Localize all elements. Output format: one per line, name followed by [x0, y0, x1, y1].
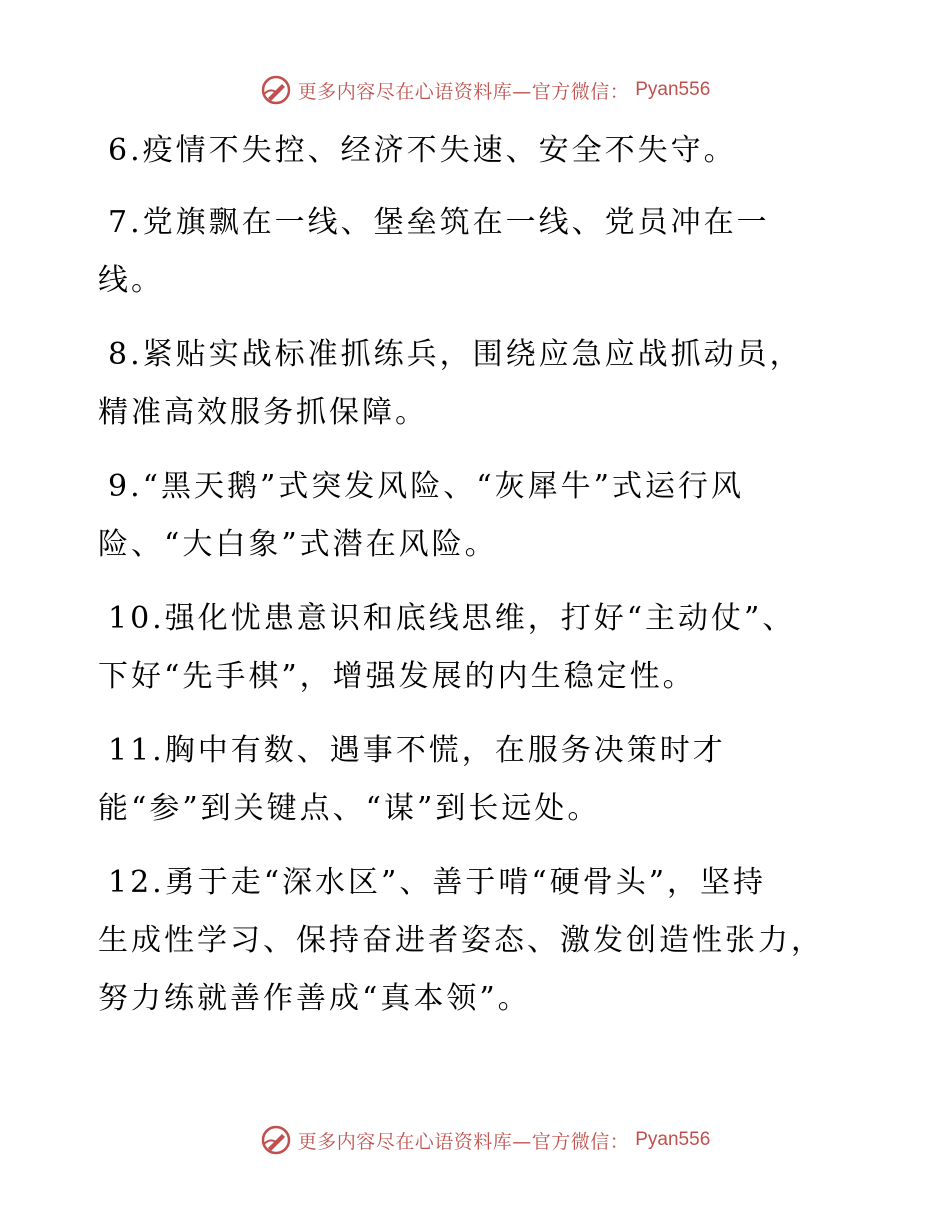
- paragraph-12: [98, 854, 858, 1028]
- wechat-id: Pyan556: [635, 79, 711, 100]
- paragraph-line: 6.疫情不失控、经济不失速、安全不失守。: [108, 133, 737, 168]
- paragraph-7: [98, 194, 858, 310]
- paragraph-line: 险、“大白象”式潜在风险。: [98, 527, 498, 562]
- pen-nib-logo-icon: [260, 74, 292, 106]
- banner-text: 更多内容尽在心语资料库—官方微信：: [297, 1130, 630, 1153]
- paragraph-line: 10.强化忧患意识和底线思维，打好“主动仗”、: [108, 601, 796, 636]
- paragraph-line: 8.紧贴实战标准抓练兵，围绕应急应战抓动员，: [108, 337, 803, 372]
- pen-nib-logo-icon: [260, 1124, 292, 1156]
- paragraph-6: [98, 122, 858, 180]
- paragraph-line: 下好“先手棋”，增强发展的内生稳定性。: [98, 659, 696, 694]
- paragraph-line: 7.党旗飘在一线、堡垒筑在一线、党员冲在一: [108, 205, 770, 240]
- wechat-id: Pyan556: [635, 1129, 711, 1150]
- paragraph-line: 精准高效服务抓保障。: [98, 395, 428, 430]
- banner-text: 更多内容尽在心语资料库—官方微信：: [297, 80, 630, 103]
- paragraph-line: 9.“黑天鹅”式突发风险、“灰犀牛”式运行风: [108, 469, 744, 504]
- paragraph-8: [98, 326, 858, 442]
- paragraph-line: 11.胸中有数、遇事不慌，在服务决策时才: [108, 733, 726, 768]
- footer-banner: [0, 1120, 950, 1160]
- paragraph-line: 能“参”到关键点、“谋”到长远处。: [98, 791, 601, 826]
- paragraph-line: 线。: [98, 263, 164, 298]
- header-banner: [0, 70, 950, 110]
- paragraph-line: 生成性学习、保持奋进者姿态、激发创造性张力，: [98, 923, 824, 958]
- paragraph-10: [98, 590, 858, 706]
- paragraph-line: 努力练就善作善成“真本领”。: [98, 981, 531, 1016]
- paragraph-9: [98, 458, 858, 574]
- paragraph-11: [98, 722, 858, 838]
- paragraph-line: 12.勇于走“深水区”、善于啃“硬骨头”，坚持: [108, 865, 767, 900]
